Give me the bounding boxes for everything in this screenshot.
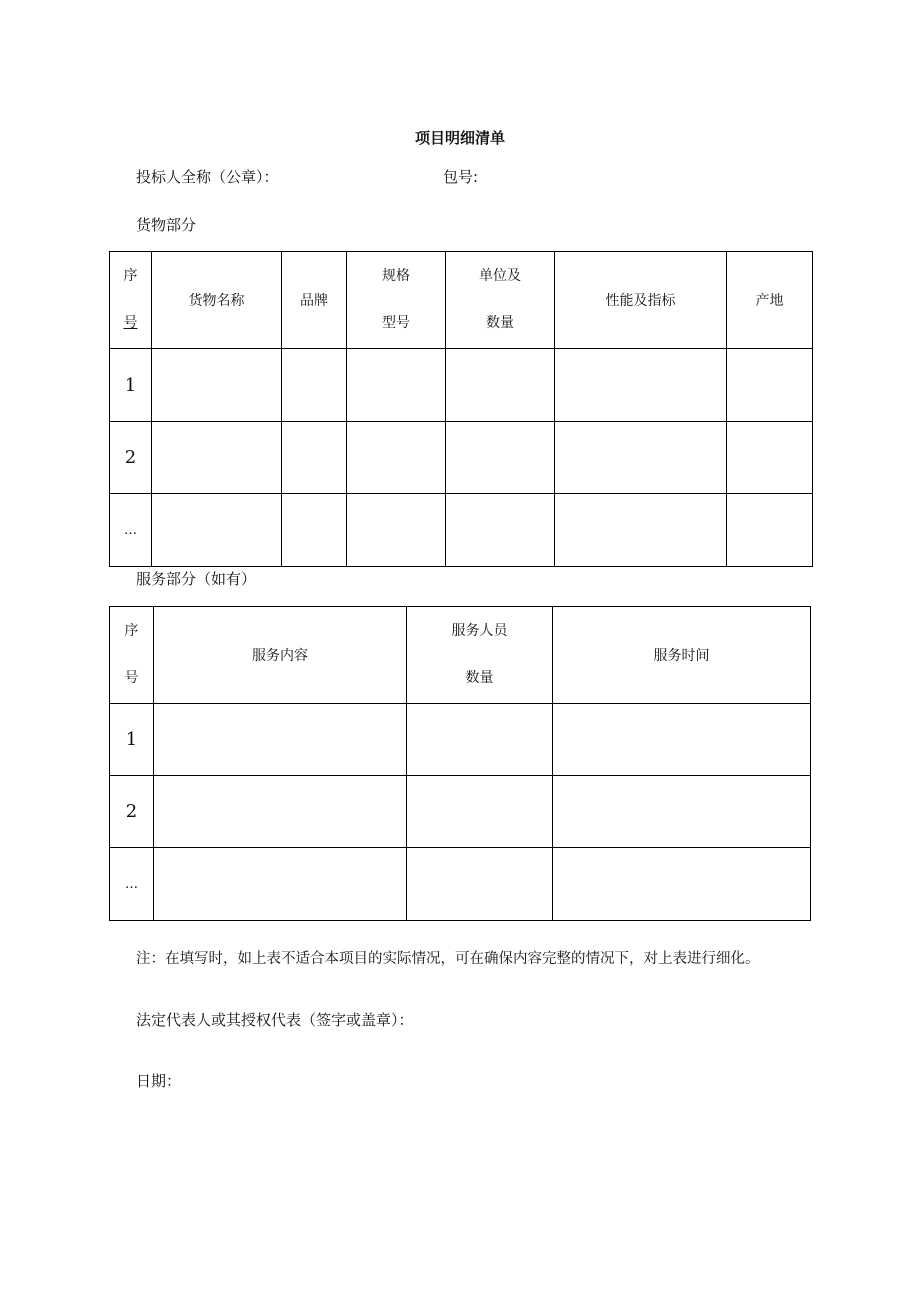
header-seq-bottom: 号 [123,315,138,331]
row-number: 2 [110,776,154,848]
service-header-row [110,607,811,704]
row-number: 2 [110,422,152,494]
header-seq [110,607,154,704]
note-text: 注：在填写时，如上表不适合本项目的实际情况，可在确保内容完整的情况下，对上表进行细化。 [136,951,760,967]
origin-cell[interactable] [727,422,813,494]
origin-cell[interactable] [727,349,813,422]
service-section-heading: 服务部分（如有） [136,570,257,588]
goods-name-cell[interactable] [152,494,282,567]
bidder-name-label: 投标人全称（公章）： [136,168,279,186]
origin-cell[interactable] [727,494,813,567]
signature-label: 法定代表人或其授权代表（签字或盖章）： [136,1011,414,1029]
header-goods-name: 货物名称 [152,252,282,349]
header-spec-bottom: 型号 [382,315,410,331]
header-spec [347,252,446,349]
header-seq-top: 序 [123,268,138,284]
table-row [110,422,813,494]
performance-cell[interactable] [555,422,727,494]
spec-cell[interactable] [347,349,446,422]
spec-cell[interactable] [347,422,446,494]
performance-cell[interactable] [555,349,727,422]
goods-header-row [110,252,813,349]
header-staff-bottom: 数量 [465,670,494,686]
brand-cell[interactable] [282,349,347,422]
unit-quantity-cell[interactable] [446,349,555,422]
header-brand: 品牌 [282,252,347,349]
table-row [110,494,813,567]
header-staff-top: 服务人员 [451,623,508,639]
table-row [110,349,813,422]
service-content-cell[interactable] [154,704,407,776]
table-row [110,848,811,921]
goods-name-cell[interactable] [152,422,282,494]
header-origin: 产地 [727,252,813,349]
goods-table [109,251,813,567]
service-content-cell[interactable] [154,848,407,921]
table-row [110,704,811,776]
header-service-content: 服务内容 [154,607,407,704]
document-title: 项目明细清单 [414,129,505,147]
table-row [110,776,811,848]
goods-section-heading: 货物部分 [136,216,197,234]
header-staff-quantity [407,607,553,704]
brand-cell[interactable] [282,494,347,567]
header-seq-top: 序 [124,623,139,639]
brand-cell[interactable] [282,422,347,494]
header-service-time: 服务时间 [553,607,811,704]
staff-quantity-cell[interactable] [407,848,553,921]
header-performance: 性能及指标 [555,252,727,349]
service-time-cell[interactable] [553,848,811,921]
header-seq-bottom: 号 [124,670,139,686]
header-spec-top: 规格 [382,268,410,284]
row-number: 1 [110,704,154,776]
staff-quantity-cell[interactable] [407,776,553,848]
performance-cell[interactable] [555,494,727,567]
header-unit-bottom: 数量 [486,315,514,331]
service-time-cell[interactable] [553,776,811,848]
row-number: … [110,494,152,567]
unit-quantity-cell[interactable] [446,494,555,567]
spec-cell[interactable] [347,494,446,567]
header-seq [110,252,152,349]
service-time-cell[interactable] [553,704,811,776]
row-number: … [110,848,154,921]
staff-quantity-cell[interactable] [407,704,553,776]
service-table [109,606,811,921]
unit-quantity-cell[interactable] [446,422,555,494]
package-number-label: 包号: [443,168,479,186]
header-unit-top: 单位及 [479,268,521,284]
goods-name-cell[interactable] [152,349,282,422]
service-content-cell[interactable] [154,776,407,848]
row-number: 1 [110,349,152,422]
header-unit-quantity [446,252,555,349]
date-label: 日期： [136,1072,182,1090]
